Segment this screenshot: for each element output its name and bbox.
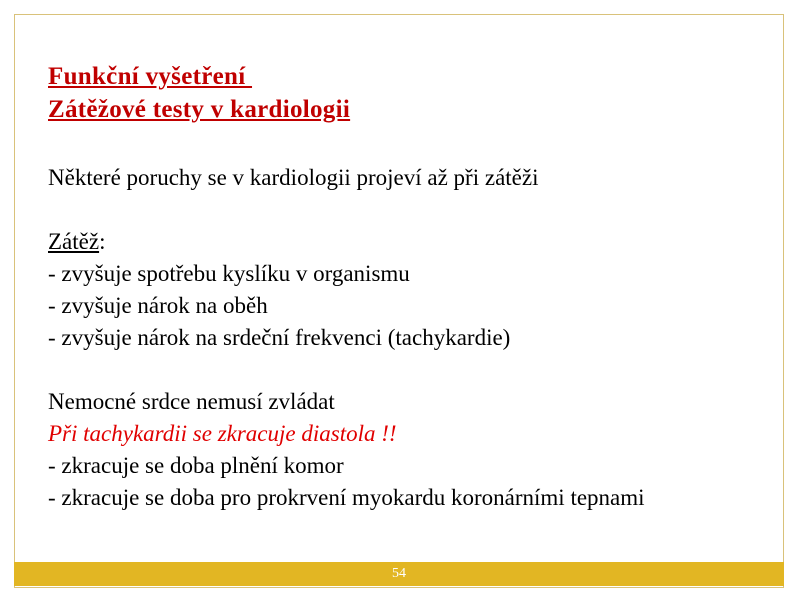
load-item: - zvyšuje spotřebu kyslíku v organismu <box>48 261 410 286</box>
intro-text: Některé poruchy se v kardiologii projeví až při zátěži <box>48 165 539 190</box>
load-heading <box>48 226 645 258</box>
consequence-item: - zkracuje se doba plnění komor <box>48 453 344 478</box>
load-item: - zvyšuje nárok na oběh <box>48 293 268 318</box>
spacer <box>48 194 645 226</box>
sick-heart-text: Nemocné srdce nemusí zvládat <box>48 389 335 414</box>
load-label: Zátěž <box>48 229 100 254</box>
title-line-2: Zátěžové testy v kardiologii <box>48 96 351 123</box>
page-number: 54 <box>392 566 406 581</box>
load-colon: : <box>99 229 106 254</box>
slide-body <box>48 162 645 514</box>
consequence-item: - zkracuje se doba pro prokrvení myokardu koronárními tepnami <box>48 485 645 510</box>
title-line-1: Funkční vyšetření <box>48 63 253 90</box>
warning-text: Při tachykardii se zkracuje diastola !! <box>48 421 397 446</box>
load-item: - zvyšuje nárok na srdeční frekvenci (tachykardie) <box>48 325 511 350</box>
slide-title <box>48 60 350 126</box>
footer-bar <box>14 562 784 586</box>
spacer <box>48 354 645 386</box>
